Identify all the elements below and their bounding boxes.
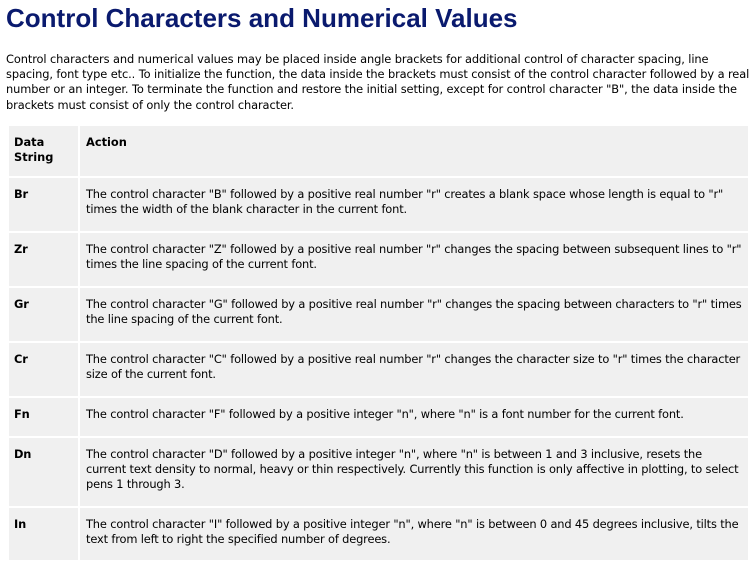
control-characters-table (7, 124, 750, 562)
action-cell: The control character "F" followed by a positive integer "n", where "n" is a font number for the current font. (80, 398, 748, 436)
table-row (9, 398, 748, 436)
action-cell: The control character "Z" followed by a positive real number "r" changes the spacing between subsequent lines to "r" times the line spacing of the current font. (80, 233, 748, 286)
action-cell: The control character "I" followed by a positive integer "n", where "n" is between 0 and 45 degrees inclusive, tilts the text from left to right the specified number of degrees. (80, 508, 748, 560)
table-row (9, 233, 748, 286)
action-cell: The control character "D" followed by a positive integer "n", where "n" is between 1 and 3 inclusive, resets the current text density to normal, heavy or thin respectively. Currently this function is only affective in plotting, to select pens 1 through 3. (80, 438, 748, 506)
table-header-row (9, 126, 748, 176)
intro-paragraph: Control characters and numerical values may be placed inside angle brackets for additional control of character spacing, line spacing, font type etc.. To initialize the function, the data inside the brackets must consist of the control character followed by a real number or an integer. To terminate the function and restore the initial setting, except for control character "B", the data inside the brackets must consist of only the control character. (6, 52, 750, 112)
data-string-cell: Cr (9, 343, 78, 396)
table-row (9, 438, 748, 506)
action-cell: The control character "C" followed by a positive real number "r" changes the character size to "r" times the character size of the current font. (80, 343, 748, 396)
table-row (9, 508, 748, 560)
data-string-cell: Fn (9, 398, 78, 436)
data-string-cell: Zr (9, 233, 78, 286)
table-row (9, 288, 748, 341)
data-string-cell: Dn (9, 438, 78, 506)
action-cell: The control character "B" followed by a positive real number "r" creates a blank space whose length is equal to "r" times the width of the blank character in the current font. (80, 178, 748, 231)
data-string-cell: Br (9, 178, 78, 231)
table-row (9, 343, 748, 396)
column-header-action: Action (80, 126, 748, 176)
table-row (9, 178, 748, 231)
action-cell: The control character "G" followed by a positive real number "r" changes the spacing between characters to "r" times the line spacing of the current font. (80, 288, 748, 341)
data-string-cell: In (9, 508, 78, 560)
data-string-cell: Gr (9, 288, 78, 341)
page-title: Control Characters and Numerical Values (6, 3, 518, 33)
column-header-data-string (9, 126, 78, 176)
column-header-data-string-label: Data String (14, 135, 54, 165)
